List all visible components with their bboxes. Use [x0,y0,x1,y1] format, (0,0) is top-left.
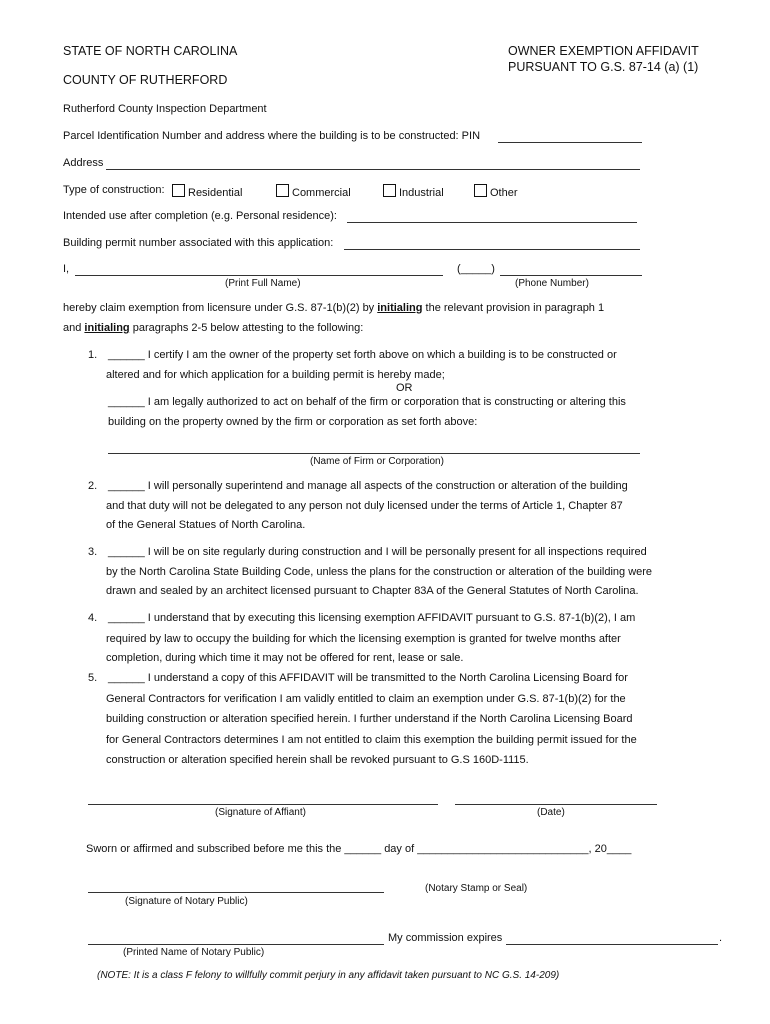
full-name-input-line[interactable] [75,275,443,276]
claim-text: paragraphs 2-5 below attesting to the following: [129,322,364,334]
paragraph-3-line-1: ______ I will be on site regularly during construction and I will be personally present for all inspections required [108,546,647,558]
commission-expires-input-line[interactable] [506,944,718,945]
paragraph-1-number: 1. [88,349,98,361]
affidavit-title: OWNER EXEMPTION AFFIDAVIT [508,44,699,58]
commercial-label: Commercial [292,187,351,199]
sworn-statement: Sworn or affirmed and subscribed before me this the ______ day of ____________________________, 20____ [86,843,632,855]
department-name: Rutherford County Inspection Department [63,103,267,115]
paragraph-3-number: 3. [88,546,98,558]
checkbox-commercial[interactable] [276,184,351,199]
paragraph-2-line-1: ______ I will personally superintend and manage all aspects of the construction or alteration of the building [108,480,628,492]
checkbox-icon[interactable] [474,184,487,197]
paragraph-5-line-2: General Contractors for verification I am validly entitled to claim an exemption under G.S. 87-1(b)(2) for the [106,693,626,705]
residential-label: Residential [188,187,243,199]
construction-label: Type of construction: [63,184,165,196]
paragraph-3-line-2: by the North Carolina State Building Code, unless the plans for the construction or alteration of the building were [106,566,653,578]
address-label: Address [63,157,104,169]
paragraph-2-line-2: and that duty will not be delegated to any person not duly licensed under the terms of Article 1, Chapter 87 [106,500,623,512]
initialing-emphasis: initialing [377,302,423,314]
state-heading: STATE OF NORTH CAROLINA [63,44,238,58]
paragraph-4-number: 4. [88,612,98,624]
checkbox-icon[interactable] [383,184,396,197]
address-input-line[interactable] [106,169,640,170]
paragraph-5-line-1: ______ I understand a copy of this AFFIDAVIT will be transmitted to the North Carolina Licensing Board for [108,672,628,684]
affidavit-subtitle: PURSUANT TO G.S. 87-14 (a) (1) [508,60,699,74]
initialing-emphasis: initialing [84,322,130,334]
paragraph-5-number: 5. [88,672,98,684]
checkbox-other[interactable] [474,184,518,199]
claim-line-2 [63,322,363,334]
affiant-signature-line[interactable] [88,804,438,805]
industrial-label: Industrial [399,187,444,199]
paragraph-1-line-1: ______ I certify I am the owner of the property set forth above on which a building is to be constructed or [108,349,617,361]
name-prefix: I, [63,263,70,275]
claim-text: and [63,322,85,334]
affiant-signature-caption: (Signature of Affiant) [215,807,306,818]
notary-printed-name-line[interactable] [88,944,384,945]
firm-name-input-line[interactable] [108,453,640,454]
paragraph-5-line-5: construction or alteration specified herein shall be revoked pursuant to G.S 160D-1115. [106,754,529,766]
paragraph-4-line-1: ______ I understand that by executing this licensing exemption AFFIDAVIT pursuant to G.S. 87-1(b)(2), I am [108,612,636,624]
checkbox-industrial[interactable] [383,184,444,199]
notary-signature-caption: (Signature of Notary Public) [125,896,248,907]
commission-expires-label: My commission expires [388,932,503,944]
claim-text: hereby claim exemption from licensure under G.S. 87-1(b)(2) by [63,302,378,314]
notary-printed-name-caption: (Printed Name of Notary Public) [123,947,265,958]
paragraph-4-line-3: completion, during which time it may not be offered for rent, lease or sale. [106,652,464,664]
phone-caption: (Phone Number) [515,278,589,289]
claim-line-1 [63,302,604,314]
print-name-caption: (Print Full Name) [225,278,301,289]
phone-area-code: (_____) [457,263,495,275]
perjury-note: (NOTE: It is a class F felony to willfully commit perjury in any affidavit taken pursuant to NC G.S. 14-209) [97,970,560,981]
intended-use-label: Intended use after completion (e.g. Personal residence): [63,210,337,222]
firm-name-caption: (Name of Firm or Corporation) [310,456,444,467]
claim-text: the relevant provision in paragraph 1 [422,302,605,314]
paragraph-3-line-3: drawn and sealed by an architect licensed pursuant to Chapter 83A of the General Statutes of North Carolina. [106,585,639,597]
intended-use-input-line[interactable] [347,222,637,223]
paragraph-1-line-2: altered and for which application for a building permit is hereby made; [106,369,445,381]
paragraph-1-line-4: building on the property owned by the firm or corporation as set forth above: [108,416,478,428]
paragraph-2-number: 2. [88,480,98,492]
county-heading: COUNTY OF RUTHERFORD [63,73,228,87]
paragraph-4-line-2: required by law to occupy the building for which the licensing exemption is granted for twelve months after [106,633,621,645]
commission-period: . [719,932,723,944]
paragraph-1-line-3: ______ I am legally authorized to act on behalf of the firm or corporation that is constructing or altering this [108,396,626,408]
permit-input-line[interactable] [344,249,640,250]
paragraph-1-or: OR [396,382,413,394]
date-caption: (Date) [537,807,565,818]
checkbox-icon[interactable] [172,184,185,197]
paragraph-2-line-3: of the General Statues of North Carolina. [106,519,306,531]
checkbox-residential[interactable] [172,184,242,199]
phone-input-line[interactable] [500,275,642,276]
date-input-line[interactable] [455,804,657,805]
permit-label: Building permit number associated with this application: [63,237,334,249]
notary-signature-line[interactable] [88,892,384,893]
pin-label: Parcel Identification Number and address where the building is to be constructed: PIN [63,130,481,142]
other-label: Other [490,187,518,199]
paragraph-5-line-4: for General Contractors determines I am not entitled to claim this exemption the building permit issued for the [106,734,637,746]
paragraph-5-line-3: building construction or alteration specified herein. I further understand if the North Carolina Licensing Board [106,713,633,725]
notary-stamp-label: (Notary Stamp or Seal) [425,883,528,894]
checkbox-icon[interactable] [276,184,289,197]
pin-input-line[interactable] [498,142,642,143]
